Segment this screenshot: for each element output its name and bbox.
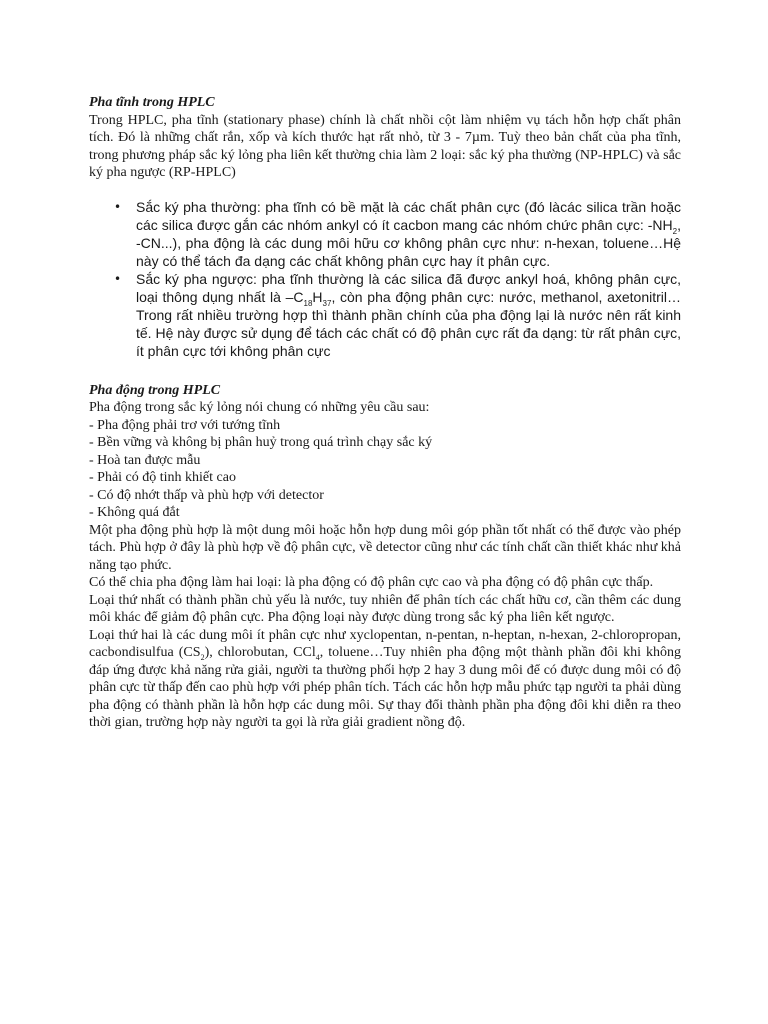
requirement-item: - Bền vững và không bị phân huỷ trong quá trình chạy sắc ký: [89, 435, 433, 450]
mobile-phase-intro: Pha động trong sắc ký lỏng nói chung có những yêu cầu sau:: [89, 400, 430, 415]
section-heading-stationary-phase: Pha tĩnh trong HPLC: [89, 95, 215, 110]
mobile-phase-section: [89, 382, 681, 732]
requirement-item: - Có độ nhớt thấp và phù hợp với detector: [89, 487, 324, 503]
requirement-item: - Phải có độ tinh khiết cao: [89, 470, 236, 485]
bullet-icon: •: [114, 271, 122, 286]
list-item-normal-phase: • Sắc ký pha thường: pha tĩnh có bề mặt là các chất phân cực (đó làcác silica trần hoặc các silica được gắn các nhóm ankyl có ít cacbon mang các nhóm chức phân cực: $-NH_2$, -CN...), pha động là các dung môi hữu cơ không phân cực như: n-hexan, toluene…Hệ này có thể tách đa dạng các chất không phân cực hay ít phân cực.: [114, 198, 681, 269]
document-page: [89, 94, 681, 732]
bullet-icon: •: [114, 199, 122, 214]
phase-type-list: [89, 198, 681, 360]
mobile-phase-paragraph-3: Loại thứ nhất có thành phần chủ yếu là nước, tuy nhiên để phân tích các chất hữu cơ, cần thêm các dung môi khác để giảm độ phân cực. Pha động loại này được dùng trong sắc ký pha liên kết ngược.: [89, 592, 681, 625]
mobile-phase-paragraph-1: Một pha động phù hợp là một dung môi hoặc hỗn hợp dung môi góp phần tốt nhất có thể được vào phép tách. Phù hợp ở đây là phù hợp về độ phân cực, về detector cũng như các tính chất cần thiết khác như khả năng tạo phức.: [89, 522, 681, 573]
requirement-item: - Pha động phải trơ với tướng tĩnh: [89, 417, 281, 433]
mobile-phase-paragraph-2: Có thể chia pha động làm hai loại: là pha động có độ phân cực cao và pha động có độ phân cực thấp.: [89, 575, 654, 590]
stationary-phase-paragraph: Trong HPLC, pha tĩnh (stationary phase) chính là chất nhồi cột làm nhiệm vụ tách hỗn hợp chất phân tích. Đó là những chất rắn, xốp và kích thước hạt rất nhỏ, từ 3 - 7µm. Tuỳ theo bản chất của pha tĩnh, trong phương pháp sắc ký lỏng pha liên kết thường chia làm 2 loại: sắc ký pha thường (NP-HPLC) và sắc ký pha ngược (RP-HPLC): [89, 112, 681, 180]
requirement-item: - Hoà tan được mẫu: [89, 452, 201, 468]
section-heading-mobile-phase: Pha động trong HPLC: [89, 382, 221, 398]
mobile-phase-paragraph-4: Loại thứ hai là các dung môi ít phân cực như xyclopentan, n-pentan, n-heptan, n-hexan, 2-chloropropan, cacbondisulfua $(CS_2)$, chlorobutan, CCl$_4$, toluene…Tuy nhiên pha động một thành phần đôi khi không đáp ứng được khả năng rửa giải, người ta thường phối hợp 2 hay 3 dung môi để có được dung môi có độ phân cực từ thấp đến cao phù hợp với phép phân tích. Tách các hỗn hợp mẫu phức tạp người ta phải dùng pha động có thành phần là hỗn hợp các dung môi. Sự thay đổi thành phần pha động đôi khi diễn ra theo thời gian, trường hợp này người ta gọi là rửa giải gradient nồng độ.: [89, 627, 681, 730]
list-item-reverse-phase: • Sắc ký pha ngược: pha tĩnh thường là các silica đã được ankyl hoá, không phân cực, loại thông dụng nhất là $-C_{18}H_{37}$, còn pha động phân cực: nước, methanol, axetonitril…Trong rất nhiều trường hợp thì thành phần chính của pha động lại là nước nên rất kinh tế. Hệ này được sử dụng để tách các chất có độ phân cực rất đa dạng: từ rất phân cực, ít phân cực tới không phân cực: [114, 270, 681, 359]
requirement-item: - Không quá đắt: [89, 505, 180, 520]
